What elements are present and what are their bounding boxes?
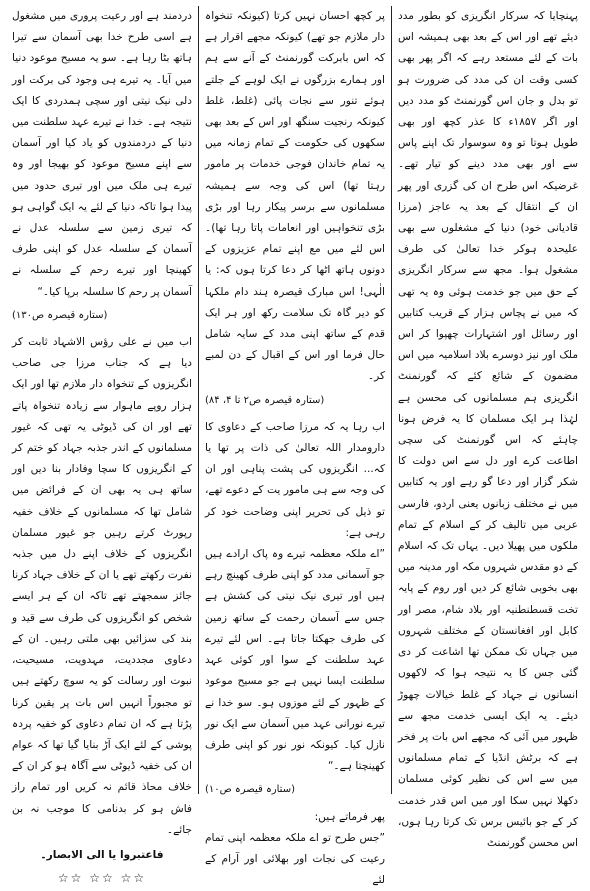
closing-line: فاعتبروا یا الی الابصار۔ bbox=[40, 848, 164, 861]
column-right bbox=[392, 6, 584, 849]
column-left bbox=[6, 6, 199, 886]
text-columns bbox=[6, 6, 584, 887]
quotation: ”جس طرح تو اے ملکہ معظمہ اپنی تمام رعیت کی نجات اور بھلائی اور آرام کے لئے bbox=[205, 831, 385, 887]
citation: (ستارہ قیصرہ ص۱۰) bbox=[205, 784, 295, 796]
paragraph: اب میں نے علی رؤس الاشہاد ثابت کر دیا ہے کہ جناب مرزا جی صاحب انگریزوں کے تنخواہ دار ملازم تھا اور ایک ہزار روپے ماہوار سے زیادہ تنخواہ پاتے تھے اور ان کی ڈیوٹی یہ تھی کہ غیور مسلمانوں کے اندر جذبہ جہاد کو ختم کر کے انگریزوں کا سچا وفادار بنا دیں اور ساتھ ہی یہ بھی ان کے فرائض میں شامل تھا کہ مسلمانوں کے خلاف خفیہ رپورٹ کرتے رہیں جو غیور مسلمان انگریزوں کے خلاف اپنے دل میں جذبہ نفرت رکھتے تھے یا ان کے خلاف جہاد کرنا جائز سمجھتے تھے تاکہ ان کے ہر ایسے شخص کو انگریزوں کی طرف سے قید و بند کی سزائیں بھی ملتی رہیں۔ ان کے دعاوی مجددیت، مہدویت، مسیحیت، نبوت اور رسالت کو یہ سوچ رکھتے ہیں تو مجبوراً انہیں اس بات پر یقین کرنا پڑتا ہے کہ ان تمام دعاوی کو خفیہ پردہ پوشی کے لئے ایک آڑ بنایا گیا تھا کہ عوام ان کی خفیہ ڈیوٹی سے آگاہ ہو کر ان کے خلاف محاذ قائم نہ کریں اور تمام راز فاش ہو کر بدنامی کا موجب نہ بن جائے۔ bbox=[12, 336, 192, 836]
quotation: دردمند ہے اور رعیت پروری میں مشغول ہے اسی طرح خدا بھی آسمان سے تیرا ہاتھ بٹا رہا ہے۔ سو یہ مسیح موعود دنیا میں آیا۔ یہ تیرے ہی وجود کی برکت اور دلی نیک نیتی اور سچی ہمدردی کا ایک نتیجہ ہے۔ خدا نے تیرے عہد سلطنت میں دنیا کے دردمندوں کو یاد کیا اور آسمان سے اپنے مسیح موعود کو بھیجا اور وہ تیرے ہی ملک میں اور تیری حدود میں پیدا ہوا تاکہ دنیا کے لئے یہ ایک گواہی ہو کہ تیری زمین سے سلسلہ عدل نے آسمان کے سلسلہ عدل کو اپنی طرف کھینچا اور تیرے رحم کے سلسلہ نے آسمان پر رحم کا سلسلہ برپا کیا۔“ bbox=[12, 10, 192, 298]
column-middle bbox=[199, 6, 392, 887]
paragraph: پہنچایا کہ سرکار انگریزی کو بطور مدد دیئے تھے اور اس کے بعد بھی ہمیشہ اس بات کے لئے مستعد رہے کہ اگر پھر بھی کسی وقت ان کی مدد کی ضرورت ہو تو بدل و جان اس گورنمنٹ کو مدد دیں اور اگر ۱۸۵۷ء کا عذر کچھ اور بھی طویل ہوتا تو وہ سوسوار تک اپنے پاس سے اور بھی مدد دینے کو تیار تھے۔ غرضیکہ اس طرح ان کی گزری اور پھر ان کے انتقال کے بعد یہ عاجز (مرزا قادیانی خود) دنیا کے مشغلوں سے بھی علیحدہ ہوکر خدا تعالیٰ کی طرف مشغول ہوا۔ مجھ سے سرکار انگریزی کے حق میں جو خدمت ہوئی وہ یہ تھی کہ میں نے پچاس ہزار کے قریب کتابیں اور رسائل اور اشتہارات چھپوا کر اس ملک اور نیز دوسرے بلاد اسلامیہ میں اس مضمون کے شائع کئے کہ گورنمنٹ انگریزی ہم مسلمانوں کی محسن ہے لہٰذا ہر ایک مسلمان کا یہ فرض ہونا چاہئے کہ اس گورنمنٹ کی سچی اطاعت کرے اور دل سے اس دولت کا شکر گزار اور دعا گو رہے اور یہ کتابیں میں نے مختلف زبانوں یعنی اردو، فارسی عربی میں تالیف کر کے اسلام کے تمام ملکوں میں پھیلا دیں۔ یہاں تک کہ اسلام کے دو مقدس شہروں مکہ اور مدینہ میں بھی بخوبی شائع کر دیں اور روم کے پایہ تخت قسطنطنیہ اور بلاد شام، مصر اور کابل اور افغانستان کے مختلف شہروں میں جہاں تک ممکن تھا اشاعت کر دی گئی جس کا یہ نتیجہ ہوا کہ لاکھوں انسانوں نے جہاد کے غلط خیالات چھوڑ دیئے۔ یہ ایک ایسی خدمت مجھ سے ظہور میں آئی کہ مجھے اس بات پر فخر ہے کہ برٹش انڈیا کے تمام مسلمانوں میں سے اس کی نظیر کوئی مسلمان دکھلا نہیں سکا اور میں اس قدر خدمت کر کے جو بائیس برس تک کرتا رہا ہوں، اس محسن گورنمنٹ bbox=[398, 10, 579, 849]
quotation: ”اے ملکہ معظمہ تیرے وہ پاک ارادے ہیں جو آسمانی مدد کو اپنی طرف کھینچ رہے ہیں اور تیری نیک نیتی کی کشش ہے جس سے آسمان رحمت کے ساتھ زمین کی طرف جھکتا جاتا ہے۔ اس لئے تیرے عہد سلطنت کے سوا اور کوئی عہد سلطنت ایسا نہیں ہے جو مسیح موعود کے ظہور کے لئے موزوں ہو۔ سو خدا نے تیرے نورانی عہد میں آسمان سے ایک نور نازل کیا۔ کیونکہ نور نور کو اپنی طرف کھینچتا ہے۔“ bbox=[205, 548, 385, 773]
star-divider: ☆☆ ☆☆ ☆☆ bbox=[57, 871, 147, 886]
citation: (ستارہ قیصرہ ص۱۳۰) bbox=[12, 309, 108, 321]
paragraph: اب رہا یہ کہ مرزا صاحب کے دعاوی کا دارومدار اللہ تعالیٰ کی ذات پر تھا یا کہ... انگریزوں کی پشت پناہی اور ان کی وجہ سے ہی مامور یت کے دعوے تھے، تو ذیل کی تحریر اپنی وضاحت خود کر رہی ہے: bbox=[205, 420, 385, 539]
paragraph: پر کچھ احسان نہیں کرتا (کیونکہ تنخواہ دار ملازم جو تھے) کیونکہ مجھے اقرار ہے کہ اس بابرکت گورنمنٹ کے آنے سے ہم اور ہمارے بزرگوں نے ایک لوہے کے جلتے ہوئے تنور سے نجات پائی (غلط، غلط کیونکہ رنجیت سنگھ اور اس کے بعد بھی سکھوں کی حکومت کے تمام زمانہ میں یہ تمام خاندان فوجی خدمات پر مامور رہتا تھا) اس کی وجہ سے ہمیشہ مسلمانوں سے برسر پیکار رہا اور بڑی بڑی تنخواہیں اور انعامات پاتا رہا تھا)۔ اس لئے میں مع اپنے تمام عزیزوں کے دونوں ہاتھ اٹھا کر دعا کرتا ہوں کہ: یا الٰہی! اس مبارک قیصرہ ہند دام ملکہا کو دیر گاہ تک سلامت رکھ اور ہر ایک قدم کے ساتھ اپنی مدد کے سایہ شامل حال فرما اور اس کے اقبال کے دن لمبے کر۔ bbox=[205, 10, 385, 383]
citation: (ستارہ قیصرہ ص۲ تا ۴، ۸۴) bbox=[205, 394, 325, 406]
paragraph: پھر فرماتے ہیں: bbox=[314, 810, 385, 823]
